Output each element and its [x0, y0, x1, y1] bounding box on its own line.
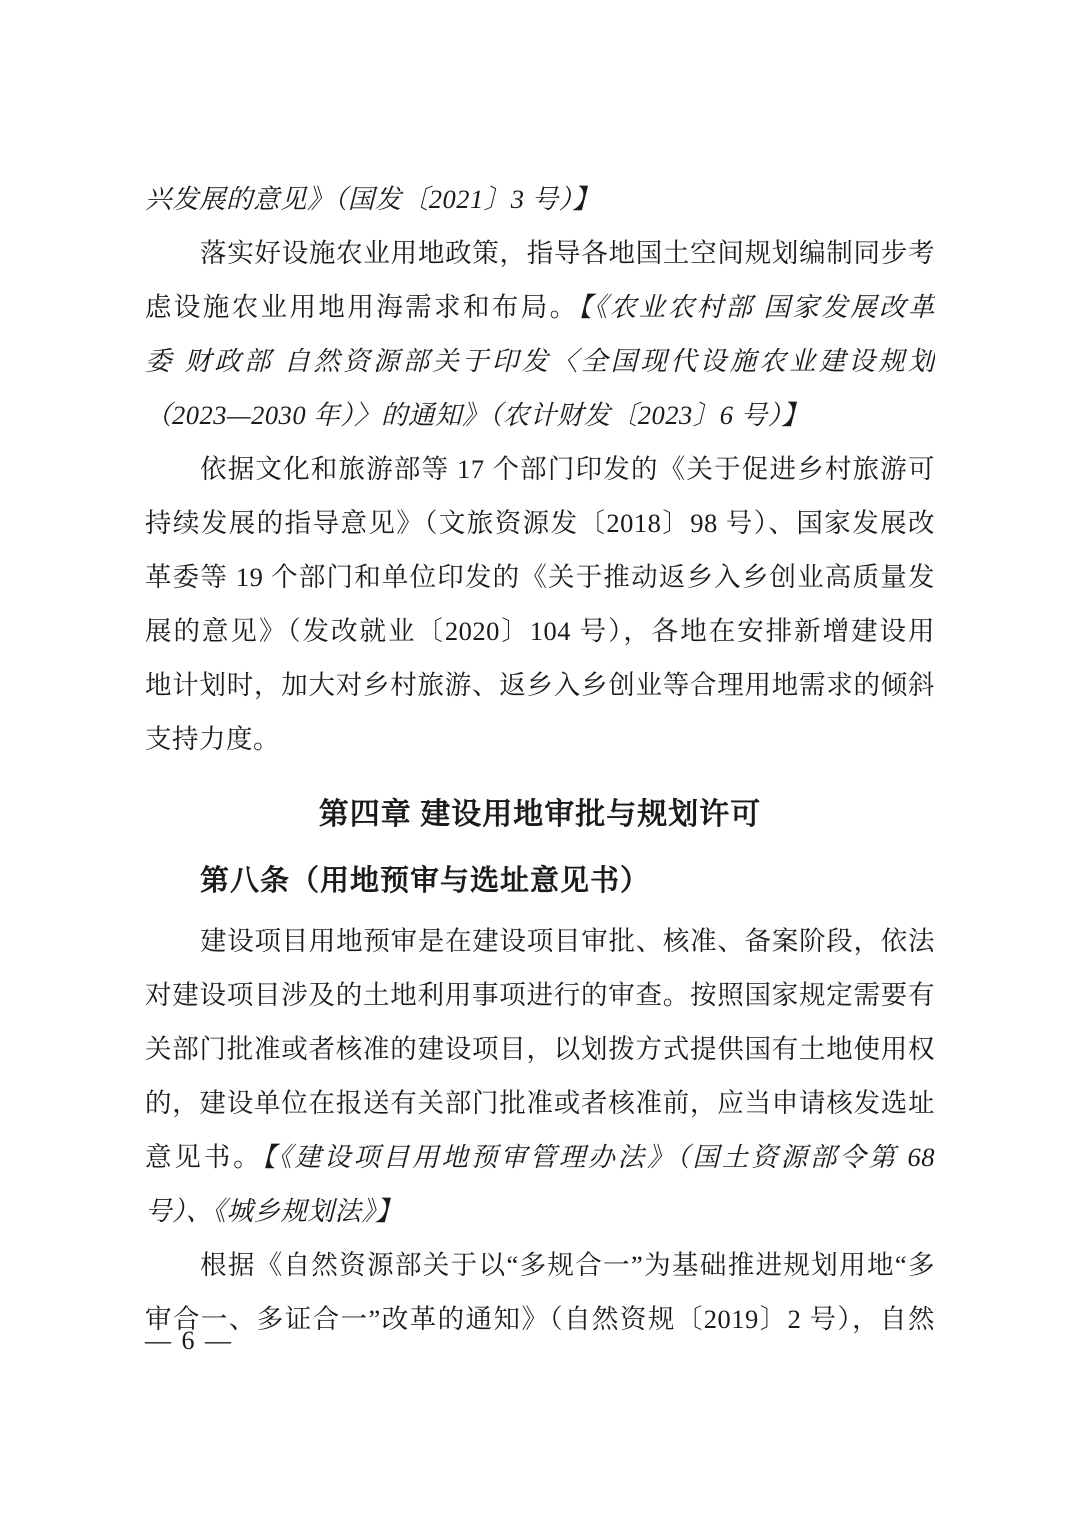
text-column: [145, 172, 935, 1346]
citation-text: 【《农业农村部 国家发展改革: [578, 292, 935, 322]
citation-text: （2023—2030 年）〉的通知》（农计财发〔2023〕6 号）】: [145, 400, 809, 430]
chapter-heading: 第四章 建设用地审批与规划许可: [318, 798, 762, 831]
citation-text: 【《建设项目用地预审管理办法》（国土资源部令第 68: [262, 1142, 935, 1172]
text-line: [145, 712, 935, 766]
text-line: [145, 1184, 935, 1238]
citation-text: 兴发展的意见》（国发〔2021〕3 号）】: [145, 184, 600, 214]
text-line: [145, 604, 935, 658]
text-line: [145, 334, 935, 388]
body-text: 展的意见》（发改就业〔2020〕104 号），各地在安排新增建设用: [145, 616, 935, 646]
body-text: 支持力度。: [145, 724, 280, 754]
body-text: 建设项目用地预审是在建设项目审批、核准、备案阶段，依法: [200, 926, 935, 956]
text-line: [145, 172, 935, 226]
text-line: [145, 1292, 935, 1346]
text-line: [145, 1238, 935, 1292]
text-line: [145, 968, 935, 1022]
body-text: 对建设项目涉及的土地利用事项进行的审查。按照国家规定需要有: [145, 980, 935, 1010]
text-line: [145, 280, 935, 334]
paragraph: [145, 226, 935, 442]
text-line: [145, 496, 935, 550]
text-line: [145, 550, 935, 604]
body-text: 持续发展的指导意见》（文旅资源发〔2018〕98 号）、国家发展改: [145, 508, 935, 538]
body-text: 关部门批准或者核准的建设项目，以划拨方式提供国有土地使用权: [145, 1034, 935, 1064]
body-text: 根据《自然资源部关于以“多规合一”为基础推进规划用地“多: [200, 1250, 935, 1280]
body-text: 审合一、多证合一”改革的通知》（自然资规〔2019〕2 号），自然: [145, 1304, 935, 1334]
text-line: [145, 388, 935, 442]
paragraph: [145, 1238, 935, 1346]
body-text: 落实好设施农业用地政策，指导各地国土空间规划编制同步考: [200, 238, 935, 268]
citation-text: 委 财政部 自然资源部关于印发〈全国现代设施农业建设规划: [145, 346, 935, 376]
paragraph: [145, 442, 935, 766]
body-text: 依据文化和旅游部等 17 个部门印发的《关于促进乡村旅游可: [200, 454, 935, 484]
text-line: [145, 1076, 935, 1130]
section-heading: 第八条（用地预审与选址意见书）: [200, 865, 651, 897]
text-line: [145, 914, 935, 968]
body-text: 的，建设单位在报送有关部门批准或者核准前，应当申请核发选址: [145, 1088, 935, 1118]
citation-text: 号）、《城乡规划法》】: [145, 1196, 403, 1226]
body-text: 意见书。: [145, 1142, 263, 1172]
text-line: [145, 1130, 935, 1184]
paragraph: [145, 172, 935, 226]
body-text: 地计划时，加大对乡村旅游、返乡入乡创业等合理用地需求的倾斜: [145, 670, 935, 700]
paragraph: [145, 914, 935, 1238]
text-line: [145, 226, 935, 280]
text-line: [145, 1022, 935, 1076]
text-line: [145, 658, 935, 712]
page-number: — 6 —: [145, 1326, 233, 1355]
body-text: 虑设施农业用地用海需求和布局。: [145, 292, 579, 322]
body-text: 革委等 19 个部门和单位印发的《关于推动返乡入乡创业高质量发: [145, 562, 935, 592]
text-line: [145, 442, 935, 496]
